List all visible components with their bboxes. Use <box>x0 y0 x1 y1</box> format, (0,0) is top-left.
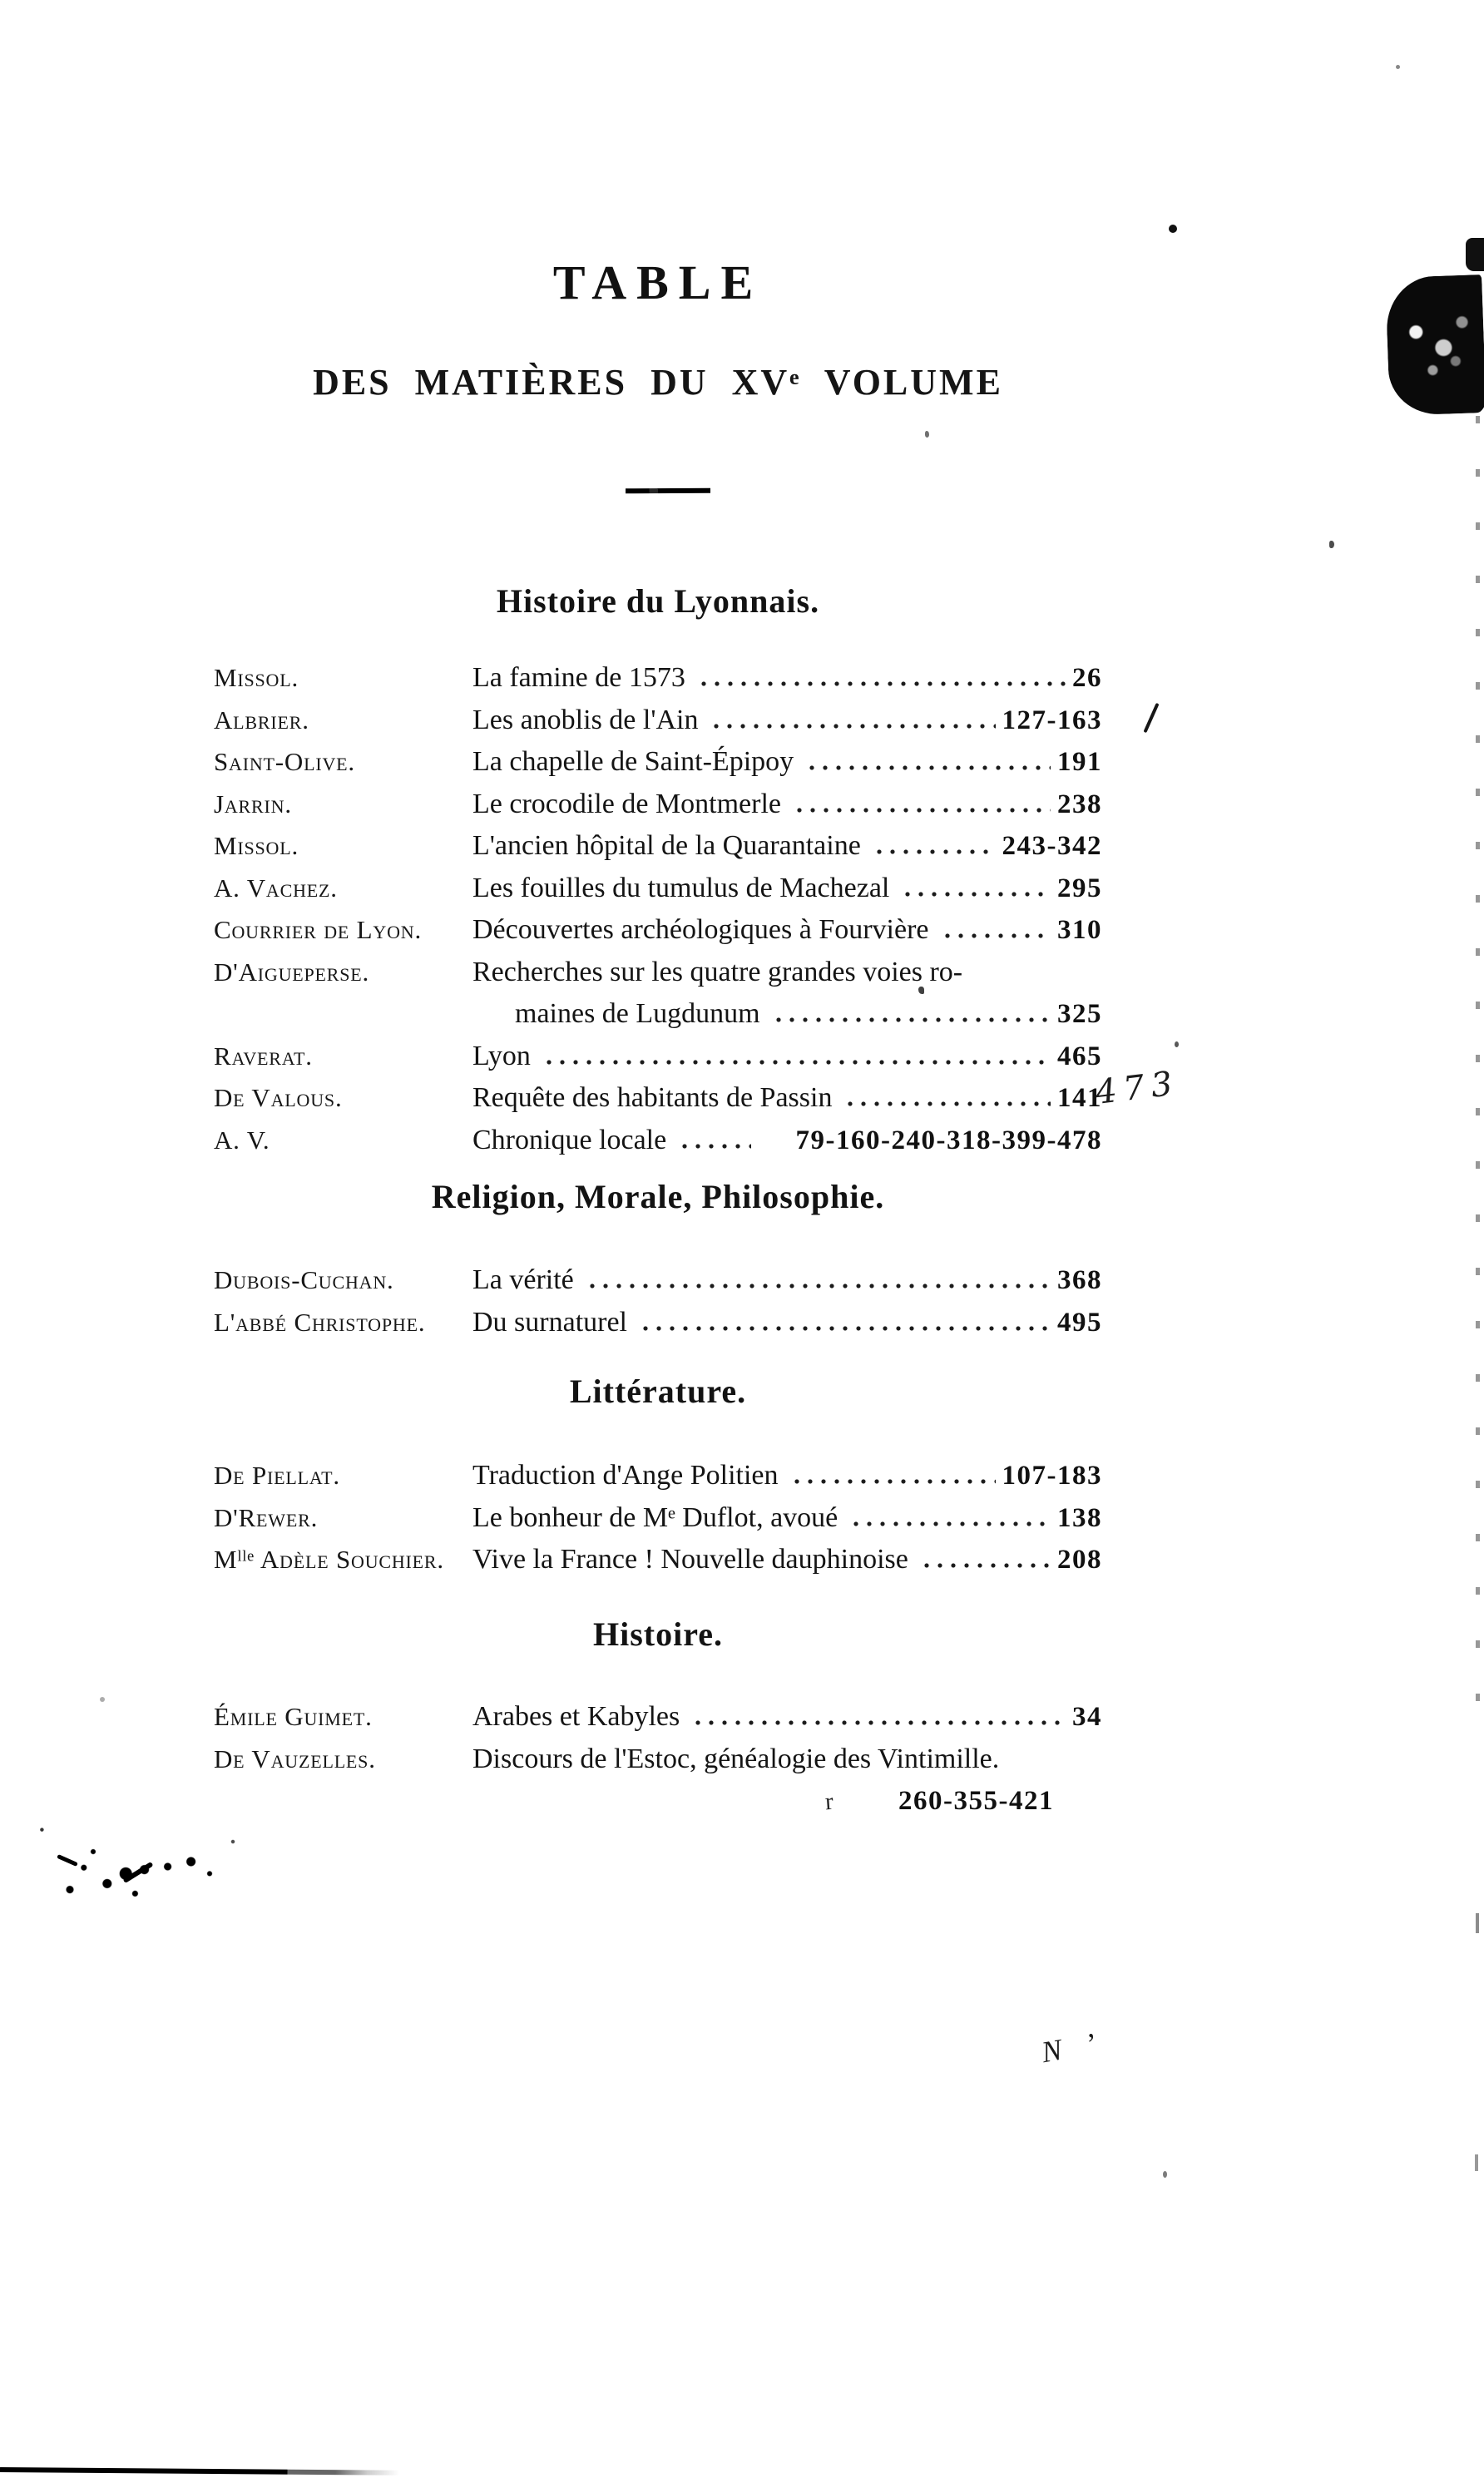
entry-author: De Piellat. <box>214 1461 340 1490</box>
section-litterature <box>214 1373 1102 1581</box>
entry-title: Chronique locale <box>472 1124 667 1155</box>
section-histoire-du-lyonnais <box>214 582 1181 1161</box>
toc-entry <box>214 1497 1102 1540</box>
page-subtitle: DES MATIÈRES DU XVᵉ VOLUME <box>313 362 1003 403</box>
entry-title: La vérité <box>472 1264 574 1295</box>
entry-author: Missol. <box>214 663 299 692</box>
toc-entry <box>214 1259 1102 1302</box>
entry-title: Vive la France ! Nouvelle dauphinoise <box>472 1544 908 1575</box>
entry-pages: 295 <box>1057 873 1102 903</box>
ink-speck <box>1329 541 1334 548</box>
entry-pages: 34 <box>1072 1702 1102 1732</box>
toc-entry <box>214 1302 1102 1344</box>
toc-rows <box>214 1696 1102 1823</box>
toc-entry <box>214 1696 1102 1739</box>
entry-pages: 465 <box>1057 1041 1102 1071</box>
entry-title: L'ancien hôpital de la Quarantaine <box>472 830 861 861</box>
entry-pages: 79-160-240-318-399-478 <box>795 1125 1102 1155</box>
entry-author: A. Vachez. <box>214 873 338 903</box>
entry-author: Raverat. <box>214 1041 313 1071</box>
right-edge-scan-dash <box>1476 1913 1479 1933</box>
entry-pages: 495 <box>1057 1307 1102 1338</box>
entry-title: La famine de 1573 <box>472 662 685 693</box>
dot-leader <box>802 764 1051 770</box>
dot-leader <box>898 891 1051 897</box>
toc-entry <box>214 952 1102 994</box>
section-heading: Religion, Morale, Philosophie. <box>431 1178 885 1215</box>
entry-pages: 243-342 <box>1002 831 1102 861</box>
toc-entry <box>214 657 1102 700</box>
toc-entry <box>214 1455 1102 1497</box>
section-heading: Littérature. <box>569 1373 747 1410</box>
toc-entry <box>214 741 1102 784</box>
ink-blob-stain <box>1385 275 1484 416</box>
dot-leader <box>694 680 1066 686</box>
entry-author: A. V. <box>214 1125 270 1155</box>
entry-title: Du surnaturel <box>472 1306 628 1338</box>
edge-ink-mark <box>1466 238 1484 271</box>
ink-speck <box>1163 2171 1167 2178</box>
dot-leader <box>789 807 1051 813</box>
dot-leader <box>539 1059 1051 1065</box>
entry-author: Courrier de Lyon. <box>214 915 423 944</box>
stray-ink-mark: r <box>824 1788 835 1816</box>
entry-pages: 141 <box>1057 1083 1102 1113</box>
entry-title: Découvertes archéologiques à Fourvière <box>472 914 929 945</box>
section-histoire <box>214 1615 1102 1823</box>
entry-author: Jarrin. <box>214 789 292 819</box>
toc-rows <box>214 1259 1102 1343</box>
section-religion-morale-philosophie <box>214 1178 1102 1343</box>
entry-author: Mˡˡᵉ Adèle Souchier. <box>214 1545 444 1574</box>
toc-entry <box>214 784 1102 826</box>
ink-speck <box>925 431 929 438</box>
ink-speck <box>1396 65 1400 69</box>
toc-entry-pages-line <box>214 1780 1102 1823</box>
toc-rows <box>214 657 1181 1161</box>
page-title: TABLE <box>552 255 764 309</box>
entry-pages: 368 <box>1057 1265 1102 1295</box>
entry-title: Recherches sur les quatre grandes voies ro- <box>472 956 963 987</box>
dot-leader <box>846 1521 1051 1526</box>
toc-entry <box>214 700 1102 742</box>
entry-author: Missol. <box>214 831 299 860</box>
entry-author: Émile Guimet. <box>214 1702 373 1731</box>
toc-entry <box>214 909 1102 952</box>
entry-title: Traduction d'Ange Politien <box>472 1460 779 1491</box>
entry-author: Saint-Olive. <box>214 747 355 776</box>
section-heading: Histoire du Lyonnais. <box>496 582 820 620</box>
entry-title: La chapelle de Saint-Épipoy <box>472 746 794 777</box>
entry-pages: 310 <box>1057 915 1102 945</box>
entry-pages: 138 <box>1057 1502 1102 1533</box>
toc-entry <box>214 1064 1181 1120</box>
dot-leader <box>706 723 995 729</box>
entry-title: Requête des habitants de Passin <box>472 1082 833 1113</box>
dot-leader <box>840 1101 1051 1106</box>
entry-title: Le bonheur de Mᵉ Duflot, avoué <box>472 1501 838 1533</box>
entry-author: De Valous. <box>214 1083 343 1112</box>
entry-pages: 107-183 <box>1002 1461 1102 1491</box>
entry-pages: 26 <box>1072 663 1102 693</box>
dot-leader <box>917 1562 1051 1568</box>
ink-speck <box>1169 225 1177 233</box>
entry-title-continuation: maines de Lugdunum <box>515 998 760 1029</box>
dot-leader <box>582 1283 1051 1289</box>
dot-leader <box>769 1016 1051 1022</box>
title-divider-rule <box>626 488 710 494</box>
toc-entry <box>214 1036 1102 1078</box>
dot-leader <box>675 1143 751 1149</box>
toc-entry <box>214 868 1102 910</box>
right-edge-scan-dash <box>1475 2154 1478 2171</box>
ink-speck <box>1175 1041 1179 1047</box>
dot-leader <box>937 932 1051 938</box>
stray-scribble-n: N ʼ <box>1039 2025 1106 2070</box>
entry-author: De Vauzelles. <box>214 1744 376 1773</box>
ink-spatter <box>23 1812 256 1912</box>
dot-leader <box>688 1719 1066 1725</box>
toc-entry <box>214 1539 1102 1581</box>
entry-pages: 191 <box>1057 747 1102 777</box>
toc-rows <box>214 1455 1102 1581</box>
entry-pages: 260-355-421 <box>898 1786 1054 1816</box>
toc-entry-continuation <box>214 993 1102 1036</box>
ink-speck <box>918 987 924 994</box>
entry-title: Arabes et Kabyles <box>472 1701 680 1732</box>
bottom-scan-line <box>0 2467 399 2476</box>
entry-title: Le crocodile de Montmerle <box>472 788 782 819</box>
entry-title: Les anoblis de l'Ain <box>472 704 699 735</box>
dot-leader <box>787 1478 996 1484</box>
pen-slash-mark <box>1143 703 1159 733</box>
ink-speck <box>100 1697 105 1702</box>
section-heading: Histoire. <box>592 1615 723 1653</box>
entry-pages: 325 <box>1057 999 1102 1029</box>
entry-pages: 127-163 <box>1002 705 1102 735</box>
entry-author: L'abbé Christophe. <box>214 1307 426 1337</box>
entry-pages: 238 <box>1057 789 1102 819</box>
dot-leader <box>869 848 996 854</box>
entry-pages: 208 <box>1057 1545 1102 1575</box>
handwritten-page-annotation: 473 <box>1093 1064 1181 1112</box>
right-edge-scan-dashes <box>1476 416 1480 1714</box>
entry-title: Discours de l'Estoc, généalogie des Vintimille. <box>472 1743 1000 1774</box>
entry-author: D'Aigueperse. <box>214 957 370 987</box>
entry-title: Lyon <box>472 1040 531 1071</box>
entry-title: Les fouilles du tumulus de Machezal <box>472 872 890 903</box>
entry-author: Dubois-Cuchan. <box>214 1265 394 1294</box>
toc-entry <box>214 825 1102 868</box>
toc-entry <box>214 1739 1102 1781</box>
entry-author: Albrier. <box>214 705 309 735</box>
entry-author: D'Rewer. <box>214 1502 319 1532</box>
dot-leader <box>636 1325 1051 1331</box>
toc-entry <box>214 1120 1102 1162</box>
